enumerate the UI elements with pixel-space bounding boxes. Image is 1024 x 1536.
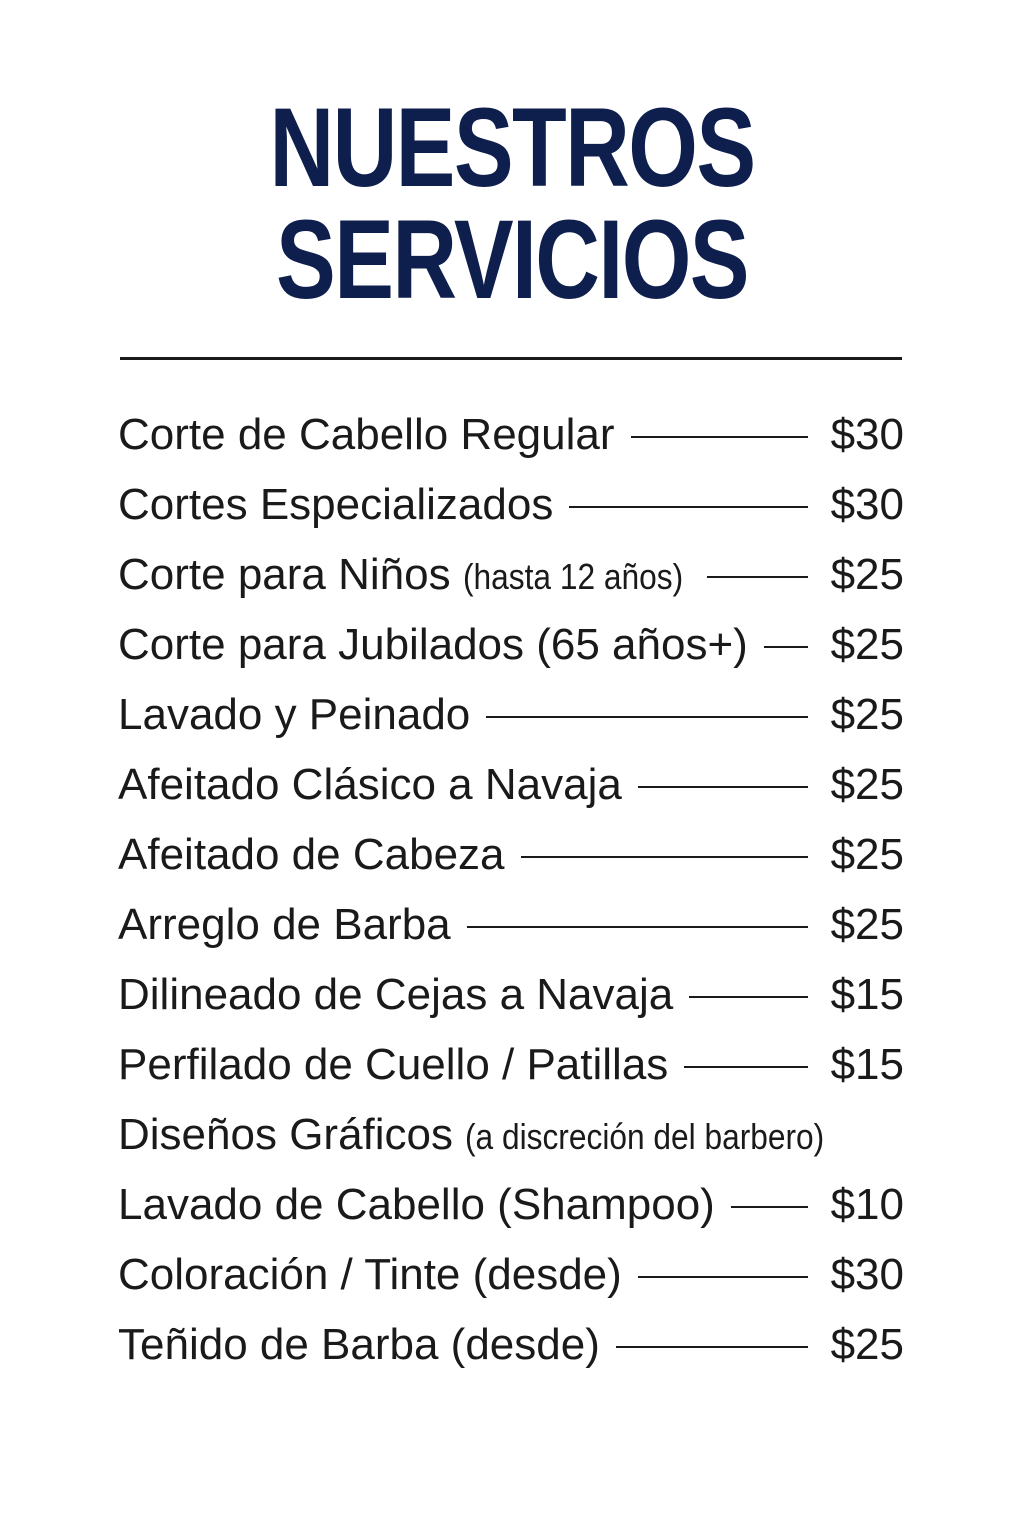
service-price: $10 (830, 1180, 904, 1229)
service-price: $15 (830, 970, 904, 1019)
service-row (118, 540, 904, 610)
leader-line (689, 996, 808, 998)
leader-line (631, 436, 808, 438)
service-name: Lavado de Cabello (Shampoo) (118, 1180, 715, 1229)
service-name-text: Diseños Gráficos (118, 1110, 466, 1159)
service-row (118, 400, 904, 470)
service-price: $30 (830, 1250, 904, 1299)
service-price: $25 (830, 900, 904, 949)
service-price: $25 (830, 830, 904, 879)
leader-line (684, 1066, 808, 1068)
service-name (118, 1110, 851, 1160)
service-name: Corte para Jubilados (65 años+) (118, 620, 748, 669)
service-row (118, 470, 904, 540)
leader-line (731, 1206, 808, 1208)
service-note: (a discreción del barbero) (465, 1116, 825, 1157)
service-row (118, 960, 904, 1030)
title-line-2: SERVICIOS (276, 197, 748, 322)
leader-line (638, 1276, 808, 1278)
leader-line (569, 506, 808, 508)
leader-line (707, 576, 808, 578)
service-price: $25 (830, 1320, 904, 1369)
leader-line (764, 646, 808, 648)
service-name: Afeitado Clásico a Navaja (118, 760, 622, 809)
page-title (102, 85, 921, 322)
leader-line (521, 856, 808, 858)
service-row (118, 750, 904, 820)
service-row (118, 1100, 904, 1170)
service-price: $25 (830, 690, 904, 739)
service-name: Perfilado de Cuello / Patillas (118, 1040, 669, 1089)
service-price: $15 (830, 1040, 904, 1089)
leader-line (638, 786, 808, 788)
service-row (118, 1030, 904, 1100)
leader-line (486, 716, 808, 718)
service-row (118, 890, 904, 960)
service-name (118, 550, 691, 600)
service-row (118, 1310, 904, 1380)
service-row (118, 820, 904, 890)
leader-line (467, 926, 808, 928)
services-list (118, 400, 904, 1380)
service-name: Dilineado de Cejas a Navaja (118, 970, 674, 1019)
service-price: $25 (830, 620, 904, 669)
service-row (118, 1170, 904, 1240)
service-name: Lavado y Peinado (118, 690, 471, 739)
service-name: Arreglo de Barba (118, 900, 451, 949)
service-note: (hasta 12 años) (462, 556, 683, 597)
service-name-text: Corte para Niños (118, 550, 463, 599)
service-price: $25 (830, 760, 904, 809)
service-name: Teñido de Barba (desde) (118, 1320, 600, 1369)
leader-line (616, 1346, 808, 1348)
service-price: $30 (830, 480, 904, 529)
service-row (118, 680, 904, 750)
title-line-1: NUESTROS (269, 85, 755, 210)
service-name: Coloración / Tinte (desde) (118, 1250, 622, 1299)
title-divider (120, 357, 902, 360)
service-row (118, 610, 904, 680)
service-price: $30 (830, 410, 904, 459)
service-price: $25 (830, 550, 904, 599)
service-row (118, 1240, 904, 1310)
service-name: Cortes Especializados (118, 480, 554, 529)
service-name: Afeitado de Cabeza (118, 830, 505, 879)
service-name: Corte de Cabello Regular (118, 410, 615, 459)
